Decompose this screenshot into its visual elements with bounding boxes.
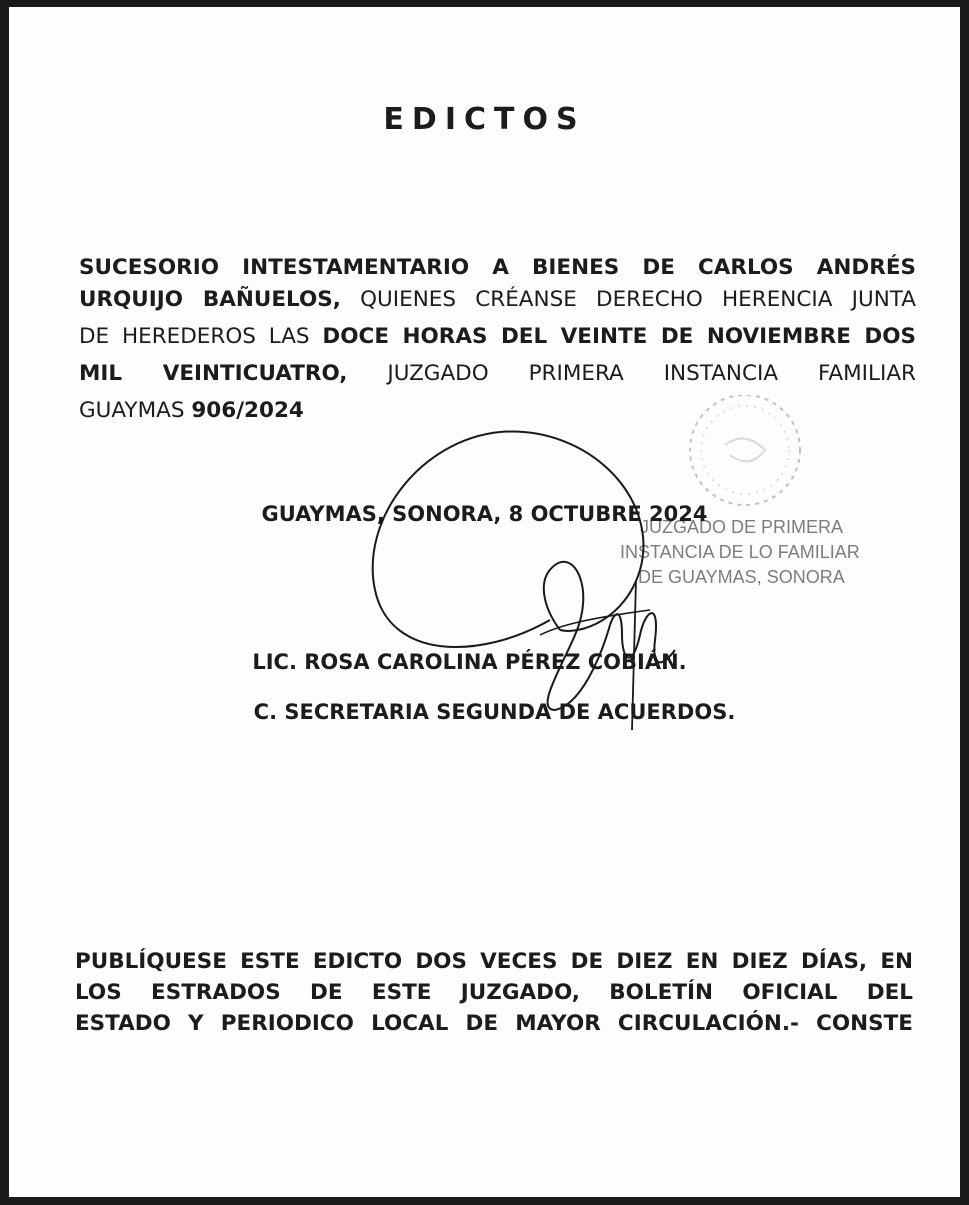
hearing-year: MIL VEINTICUATRO, — [79, 361, 348, 386]
body-line-1: SUCESORIO INTESTAMENTARIO A BIENES DE CARLOS ANDRÉS — [79, 255, 916, 280]
stamp-line-2: INSTANCIA DE LO FAMILIAR — [620, 542, 860, 562]
stamp-line-1: JUZGADO DE PRIMERA — [640, 517, 844, 537]
publication-line-1: PUBLÍQUESE ESTE EDICTO DOS VECES DE DIEZ EN DIEZ DÍAS, EN — [75, 949, 913, 974]
stamp-line-3: DE GUAYMAS, SONORA — [638, 567, 845, 587]
signer-title: C. SECRETARIA SEGUNDA DE ACUERDOS. — [253, 700, 736, 724]
body-line-3-text: DE HEREDEROS LAS — [79, 324, 323, 349]
signer-name: LIC. ROSA CAROLINA PÉREZ COBIÁN. — [252, 650, 687, 674]
publication-line-2: LOS ESTRADOS DE ESTE JUZGADO, BOLETÍN OFICIAL DEL — [75, 980, 913, 1005]
place-date: GUAYMAS, SONORA, 8 OCTUBRE 2024 — [261, 502, 708, 526]
body-line-4 — [79, 359, 916, 389]
hearing-time: DOCE HORAS DEL VEINTE DE NOVIEMBRE DOS — [322, 324, 916, 349]
handwritten-signature — [360, 420, 680, 740]
document-title: EDICTOS — [383, 102, 586, 137]
body-line-4-text: JUZGADO PRIMERA INSTANCIA FAMILIAR — [347, 361, 916, 386]
publication-line-3: ESTADO Y PERIODICO LOCAL DE MAYOR CIRCULACIÓN.- CONSTE — [75, 1011, 913, 1036]
case-number: 906/2024 — [191, 398, 304, 423]
heir-name: URQUIJO BAÑUELOS, — [79, 287, 341, 312]
body-line-2-text: QUIENES CRÉANSE DERECHO HERENCIA JUNTA — [340, 287, 916, 312]
body-line-3 — [79, 322, 916, 352]
body-line-2 — [79, 285, 916, 315]
court-city: GUAYMAS — [79, 398, 192, 423]
